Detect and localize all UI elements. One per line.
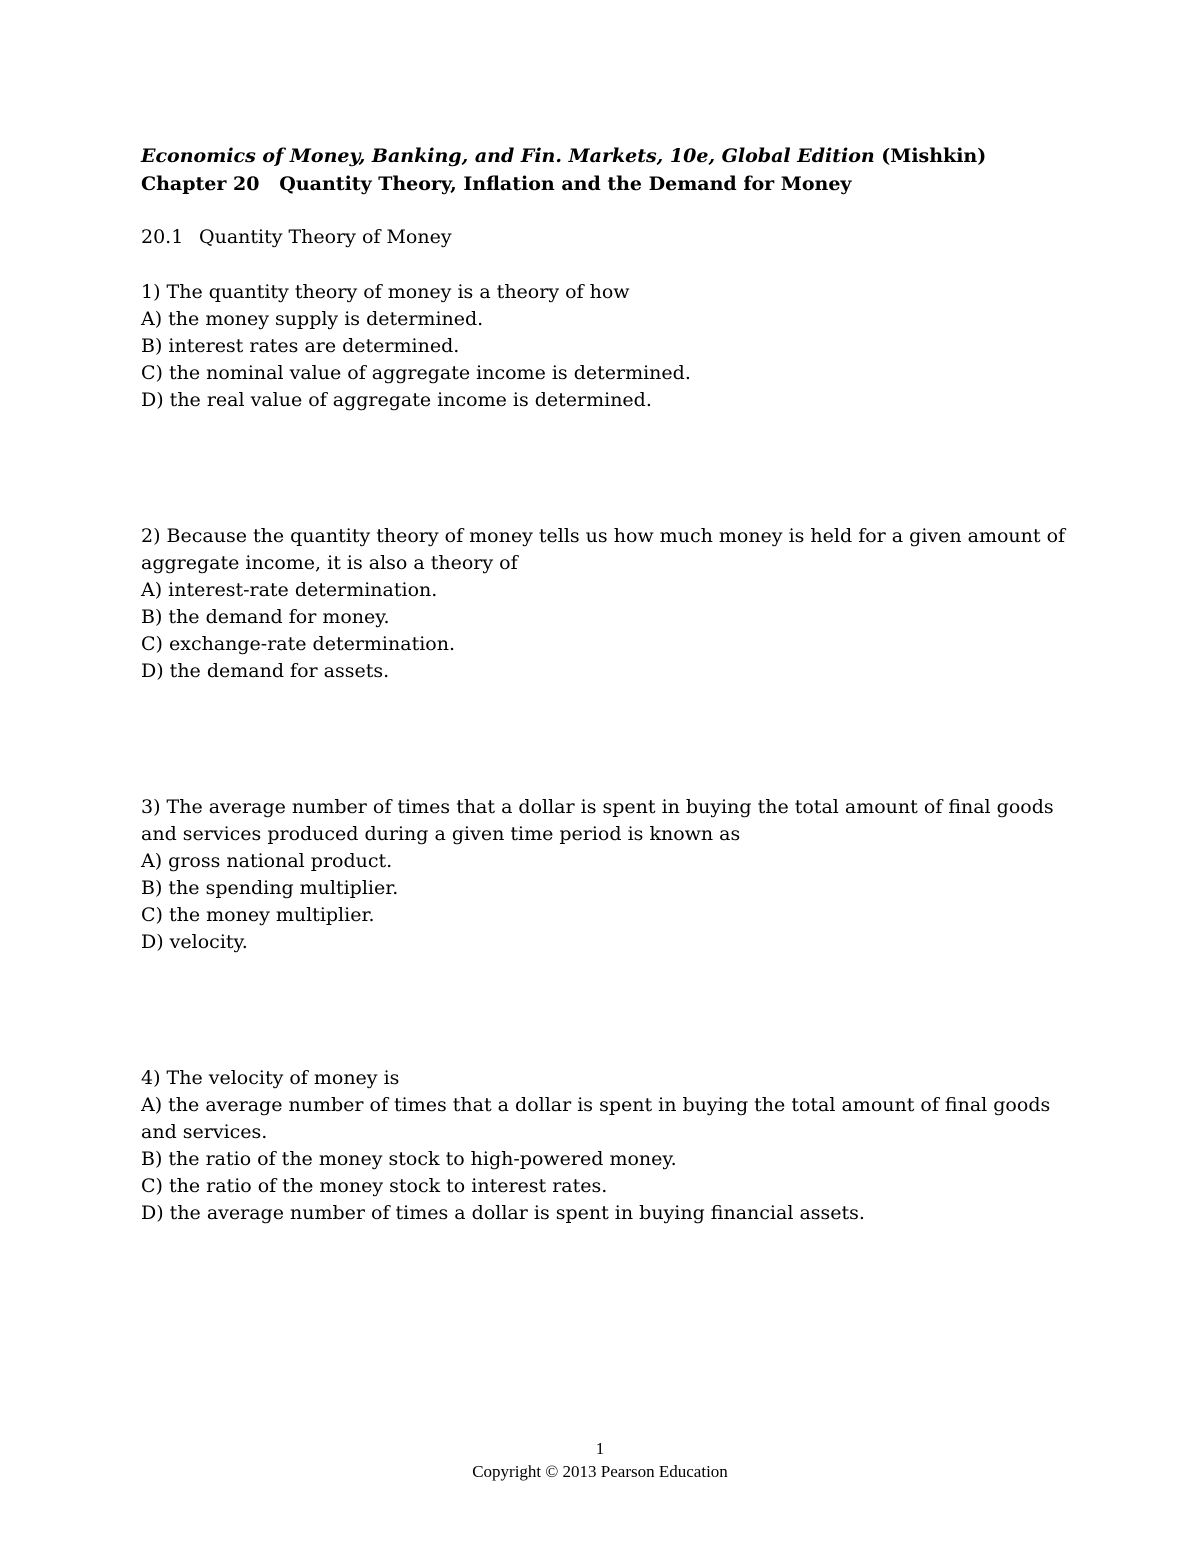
chapter-title: Chapter 20 Quantity Theory, Inflation and the Demand for Money <box>141 173 852 195</box>
answer-option-d: D) the average number of times a dollar is spent in buying financial assets. <box>141 1202 865 1224</box>
answer-option-b: B) the spending multiplier. <box>141 877 399 899</box>
section-heading <box>141 224 1071 251</box>
question-stem: 3) The average number of times that a dollar is spent in buying the total amount of final goods and services produced during a given time period is known as <box>141 796 1054 845</box>
book-author: (Mishkin) <box>874 145 987 167</box>
question-stem: 2) Because the quantity theory of money tells us how much money is held for a given amount of aggregate income, it is also a theory of <box>141 525 1066 574</box>
page-content <box>141 142 1071 1227</box>
answer-option-b: B) the demand for money. <box>141 606 390 628</box>
answer-option-a: A) the money supply is determined. <box>141 308 484 330</box>
section-number: 20.1 <box>141 226 184 248</box>
answer-option-a: A) interest-rate determination. <box>141 579 438 601</box>
section-title: Quantity Theory of Money <box>199 226 452 248</box>
answer-option-b: B) the ratio of the money stock to high-powered money. <box>141 1148 677 1170</box>
answer-option-a: A) gross national product. <box>141 850 393 872</box>
answer-option-b: B) interest rates are determined. <box>141 335 460 357</box>
answer-option-c: C) exchange-rate determination. <box>141 633 456 655</box>
question-stem: 4) The velocity of money is <box>141 1067 400 1089</box>
question-1 <box>141 279 1071 414</box>
answer-option-d: D) the demand for assets. <box>141 660 390 682</box>
copyright-notice: Copyright © 2013 Pearson Education <box>472 1462 728 1481</box>
answer-option-d: D) velocity. <box>141 931 248 953</box>
answer-option-a: A) the average number of times that a dollar is spent in buying the total amount of final goods and services. <box>141 1094 1051 1143</box>
page-number: 1 <box>595 1439 605 1458</box>
book-title-line <box>141 142 1071 170</box>
question-stem: 1) The quantity theory of money is a theory of how <box>141 281 630 303</box>
answer-option-c: C) the ratio of the money stock to interest rates. <box>141 1175 608 1197</box>
book-title: Economics of Money, Banking, and Fin. Markets, 10e, Global Edition <box>141 145 875 167</box>
answer-option-d: D) the real value of aggregate income is determined. <box>141 389 652 411</box>
answer-option-c: C) the nominal value of aggregate income is determined. <box>141 362 691 384</box>
answer-option-c: C) the money multiplier. <box>141 904 375 926</box>
question-4 <box>141 1065 1071 1227</box>
question-2 <box>141 523 1071 685</box>
question-3 <box>141 794 1071 956</box>
